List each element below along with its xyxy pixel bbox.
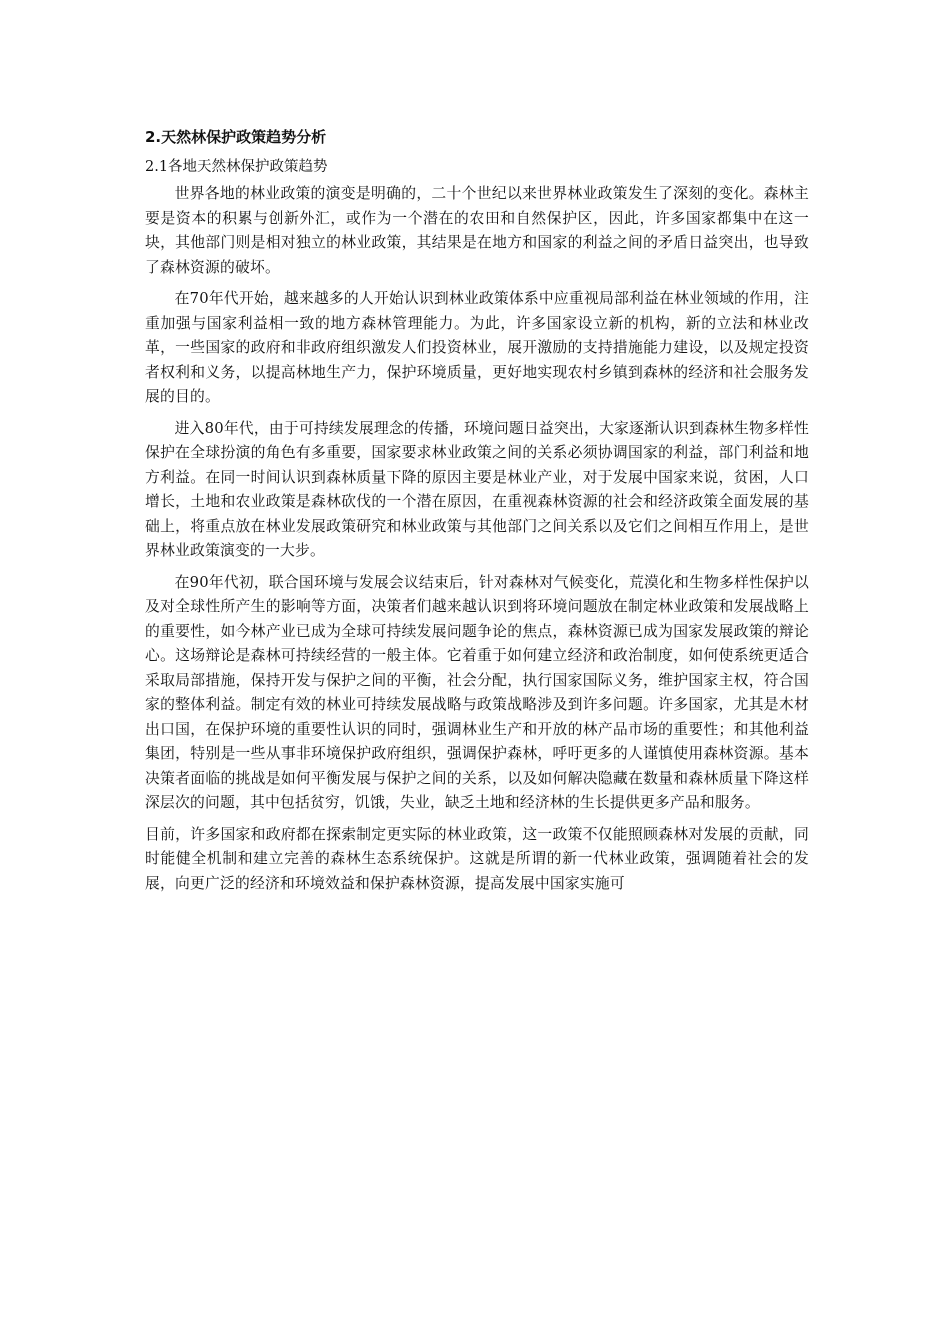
- paragraph-1: 世界各地的林业政策的演变是明确的，二十个世纪以来世界林业政策发生了深刻的变化。森林主要是资本的积累与创新外汇，或作为一个潜在的农田和自然保护区，因此，许多国家都集中在这一块，其他部门则是相对独立的林业政策，其结果是在地方和国家的利益之间的矛盾日益突出，也导致了森林资源的破坏。: [145, 185, 809, 276]
- document-body: [145, 126, 809, 903]
- paragraph-4: 在90年代初，联合国环境与发展会议结束后，针对森林对气候变化，荒漠化和生物多样性保护以及对全球性所产生的影响等方面，决策者们越来越认识到将环境问题放在制定林业政策和发展战略上的重要性，如今林产业已成为全球可持续发展问题争论的焦点，森林资源已成为国家发展政策的辩论心。这场辩论是森林可持续经营的一般主体。它着重于如何建立经济和政治制度，如何使系统更适合采取局部措施，保持开发与保护之间的平衡，社会分配，执行国家国际义务，维护国家主权，符合国家的整体利益。制定有效的林业可持续发展战略与政策战略涉及到许多问题。许多国家，尤其是木材出口国，在保护环境的重要性认识的同时，强调林业生产和开放的林产品市场的重要性；和其他利益集团，特别是一些从事非环境保护政府组织，强调保护森林，呼吁更多的人谨慎使用森林资源。基本决策者面临的挑战是如何平衡发展与保护之间的关系，以及如何解决隐藏在数量和森林质量下降这样深层次的问题，其中包括贫穷，饥饿，失业，缺乏土地和经济林的生长提供更多产品和服务。: [145, 573, 809, 811]
- paragraph-2: 在70年代开始，越来越多的人开始认识到林业政策体系中应重视局部利益在林业领域的作用，注重加强与国家利益相一致的地方森林管理能力。为此，许多国家设立新的机构，新的立法和林业改革，一些国家的政府和非政府组织激发人们投资林业，展开激励的支持措施能力建设，以及规定投资者权利和义务，以提高林地生产力，保护环境质量，更好地实现农村乡镇到森林的经济和社会服务发展的目的。: [145, 290, 809, 405]
- section-subtitle: 2.1各地天然林保护政策趋势: [145, 159, 328, 175]
- paragraph-5: 目前，许多国家和政府都在探索制定更实际的林业政策，这一政策不仅能照顾森林对发展的贡献，同时能健全机制和建立完善的森林生态系统保护。这就是所谓的新一代林业政策，强调随着社会的发展，向更广泛的经济和环境效益和保护森林资源，提高发展中国家实施可: [145, 825, 809, 892]
- section-title: 2.天然林保护政策趋势分析: [145, 128, 327, 146]
- paragraph-3: 进入80年代，由于可持续发展理念的传播，环境问题日益突出，大家逐渐认识到森林生物多样性保护在全球扮演的角色有多重要，国家要求林业政策之间的关系必须协调国家的利益，部门利益和地方利益。在同一时间认识到森林质量下降的原因主要是林业产业，对于发展中国家来说，贫困，人口增长，土地和农业政策是森林砍伐的一个潜在原因，在重视森林资源的社会和经济政策全面发展的基础上，将重点放在林业发展政策研究和林业政策与其他部门之间关系以及它们之间相互作用上，是世界林业政策演变的一大步。: [145, 419, 809, 559]
